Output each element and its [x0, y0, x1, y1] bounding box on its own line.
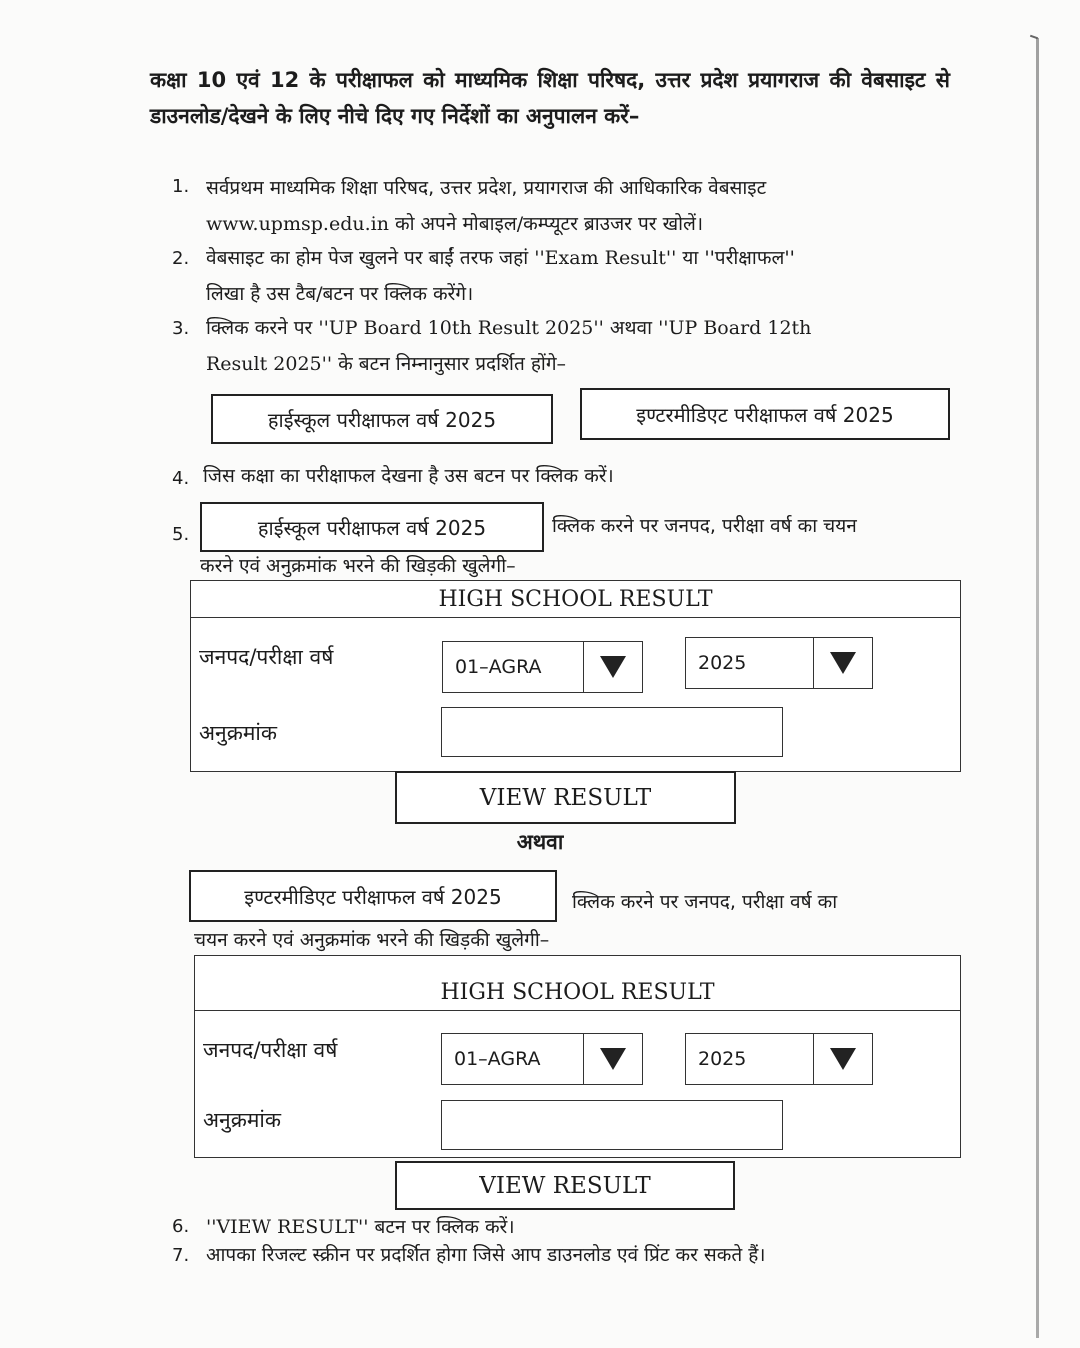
intro-paragraph: कक्षा 10 एवं 12 के परीक्षाफल को माध्यमिक शिक्षा परिषद, उत्तर प्रदेश प्रयागराज की वेबसाइट से डाउनलोड/देखने के लिए नीचे दिए गए निर्देशों का अनुपालन करें– — [150, 68, 950, 128]
or-text: अथवा — [516, 830, 564, 854]
dropdown-arrow-icon[interactable] — [583, 642, 642, 692]
step-1-line-1: सर्वप्रथम माध्यमिक शिक्षा परिषद, उत्तर प्रदेश, प्रयागराज की आधिकारिक वेबसाइट — [206, 177, 767, 199]
step-7-text: आपका रिजल्ट स्क्रीन पर प्रदर्शित होगा जिसे आप डाउनलोड एवं प्रिंट कर सकते हैं। — [206, 1244, 766, 1266]
step-5b-after-button: क्लिक करने पर जनपद, परीक्षा वर्ष का — [572, 891, 838, 913]
step-3-number: 3. — [172, 318, 190, 339]
dropdown-arrow-icon[interactable] — [583, 1034, 642, 1084]
step-2 — [206, 240, 946, 312]
step-4-number: 4. — [172, 468, 190, 489]
view-result-label: ''VIEW RESULT'' — [206, 1216, 369, 1238]
highschool-result-button-step5[interactable]: हाईस्कूल परीक्षाफल वर्ष 2025 — [200, 502, 544, 552]
panel-1-header: HIGH SCHOOL RESULT — [191, 581, 960, 618]
panel-2-district-select[interactable] — [441, 1033, 643, 1085]
panel-2-roll-label: अनुक्रमांक — [203, 1108, 281, 1132]
dropdown-arrow-icon[interactable] — [813, 1034, 872, 1084]
step-5-line-2: करने एवं अनुक्रमांक भरने की खिड़की खुलेगी– — [200, 555, 516, 577]
step-6-text: बटन पर क्लिक करें। — [368, 1216, 515, 1238]
panel-2-view-result-button[interactable]: VIEW RESULT — [395, 1161, 735, 1210]
12th-result-label-cont: Result 2025'' — [206, 353, 333, 375]
website-url[interactable]: www.upmsp.edu.in — [206, 213, 389, 235]
panel-2-district-value: 01–AGRA — [454, 1048, 541, 1070]
step-6-number: 6. — [172, 1216, 190, 1237]
exam-result-label: ''Exam Result'' — [534, 247, 677, 269]
step-3-line-2 — [206, 346, 951, 382]
step-7-number: 7. — [172, 1245, 190, 1266]
12th-result-label: ''UP Board 12th — [658, 317, 812, 339]
step-1-line-2-rest: को अपने मोबाइल/कम्प्यूटर ब्राउजर पर खोलें। — [388, 213, 704, 235]
intermediate-result-button[interactable]: इण्टरमीडिएट परीक्षाफल वर्ष 2025 — [580, 388, 950, 440]
step-2-line-2: लिखा है उस टैब/बटन पर क्लिक करेंगे। — [206, 283, 474, 305]
panel-2-district-year-label: जनपद/परीक्षा वर्ष — [203, 1038, 338, 1062]
step-5-after-button: क्लिक करने पर जनपद, परीक्षा वर्ष का चयन — [552, 515, 857, 537]
high-school-result-panel-2 — [194, 955, 961, 1158]
panel-2-year-value: 2025 — [698, 1048, 747, 1070]
step-3-text-a: क्लिक करने पर — [206, 317, 319, 339]
panel-1-roll-input[interactable] — [441, 707, 783, 757]
panel-2-roll-input[interactable] — [441, 1100, 783, 1150]
dropdown-arrow-icon[interactable] — [813, 638, 872, 688]
step-4-text: जिस कक्षा का परीक्षाफल देखना है उस बटन पर क्लिक करें। — [203, 465, 614, 487]
step-3 — [206, 310, 951, 382]
step-3-text-c: अथवा — [603, 317, 659, 339]
panel-1-district-value: 01–AGRA — [455, 656, 542, 678]
10th-result-label: ''UP Board 10th Result 2025'' — [318, 317, 604, 339]
step-1-number: 1. — [172, 176, 190, 197]
panel-1-view-result-button[interactable]: VIEW RESULT — [395, 771, 736, 824]
step-3-text-end: के बटन निम्नानुसार प्रदर्शित होंगे– — [332, 353, 567, 375]
intermediate-result-button-step5[interactable]: इण्टरमीडिएट परीक्षाफल वर्ष 2025 — [189, 870, 557, 922]
high-school-result-panel-1 — [190, 580, 961, 772]
panel-1-district-select[interactable] — [442, 641, 643, 693]
highschool-result-button[interactable]: हाईस्कूल परीक्षाफल वर्ष 2025 — [211, 394, 553, 444]
step-5-number: 5. — [172, 524, 190, 545]
panel-1-district-year-label: जनपद/परीक्षा वर्ष — [199, 645, 334, 669]
step-1-line-2 — [206, 206, 946, 242]
step-5b-line-2: चयन करने एवं अनुक्रमांक भरने की खिड़की खुलेगी– — [194, 929, 550, 951]
panel-1-roll-label: अनुक्रमांक — [199, 721, 277, 745]
page-edge-shadow — [1036, 38, 1039, 1338]
panel-2-header: HIGH SCHOOL RESULT — [195, 956, 960, 1011]
panel-1-year-select[interactable] — [685, 637, 873, 689]
step-2-number: 2. — [172, 248, 190, 269]
step-3-line-1 — [206, 310, 951, 346]
panel-2-year-select[interactable] — [685, 1033, 873, 1085]
step-2-text-a: वेबसाइट का होम पेज खुलने पर बाईं तरफ जहां — [206, 247, 535, 269]
step-2-text-c: या ''परीक्षाफल'' — [676, 247, 795, 269]
step-1 — [206, 170, 946, 242]
step-2-line-1 — [206, 240, 946, 276]
panel-1-year-value: 2025 — [698, 652, 747, 674]
